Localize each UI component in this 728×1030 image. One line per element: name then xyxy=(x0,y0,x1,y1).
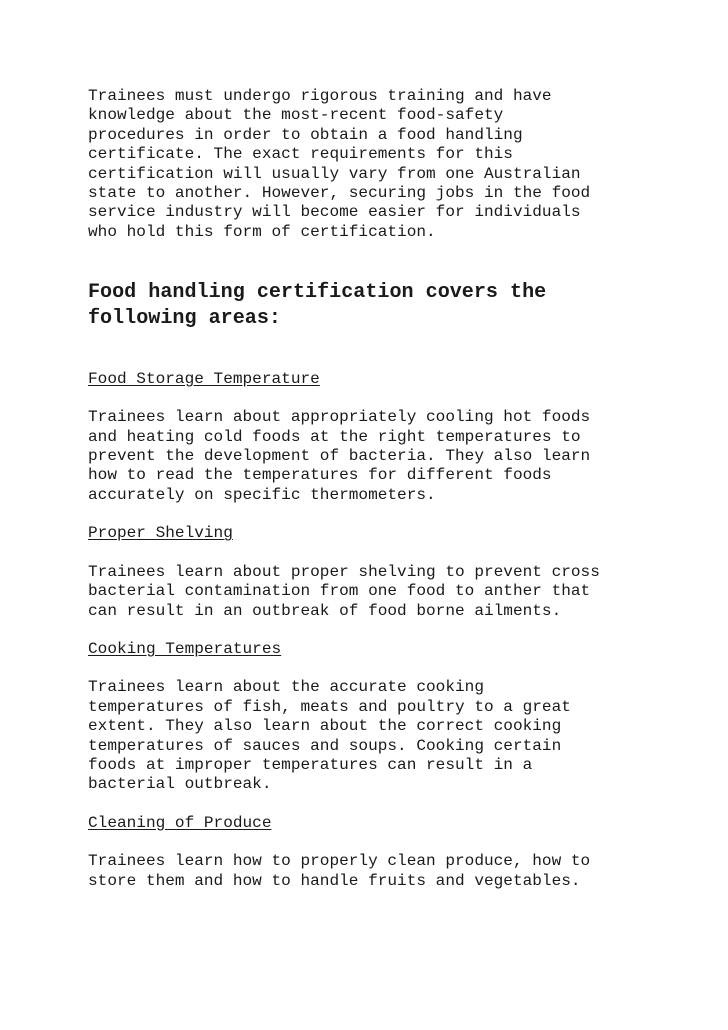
topic-body-food-storage: Trainees learn about appropriately cooling hot foods and heating cold foods at the right temperatures to prevent the development of bacteria. They also learn how to read the temperatures for different foods accurately on specific thermometers. xyxy=(88,408,591,504)
topic-title-proper-shelving: Proper Shelving xyxy=(88,524,233,543)
topic-section-cleaning-produce xyxy=(88,814,708,891)
topic-title-food-storage: Food Storage Temperature xyxy=(88,369,320,388)
topic-body-proper-shelving: Trainees learn about proper shelving to prevent cross bacterial contamination from one food to anther that can result in an outbreak of food borne ailments. xyxy=(88,562,600,620)
intro-paragraph: Trainees must undergo rigorous training and have knowledge about the most-recent food-safety procedures in order to obtain a food handling certificate. The exact requirements for this certification will usually vary from one Australian state to another. However, securing jobs in the food service industry will become easier for individuals who hold this form of certification. xyxy=(88,87,591,241)
section-heading: Food handling certification covers the following areas: xyxy=(88,281,547,331)
topic-body-cooking-temperatures: Trainees learn about the accurate cooking temperatures of fish, meats and poultry to a great extent. They also learn about the correct cooking temperatures of sauces and soups. Cooking certain foods at improper temperatures can result in a bacterial outbreak. xyxy=(88,678,571,794)
topic-section-cooking-temperatures xyxy=(88,640,708,795)
topic-title-cooking-temperatures: Cooking Temperatures xyxy=(88,639,282,658)
topic-body-cleaning-produce: Trainees learn how to properly clean produce, how to store them and how to handle fruits and vegetables. xyxy=(88,852,591,890)
topic-title-cleaning-produce: Cleaning of Produce xyxy=(88,813,272,832)
document-page xyxy=(88,87,708,891)
topic-section-food-storage xyxy=(88,370,708,505)
topic-section-proper-shelving xyxy=(88,524,708,621)
